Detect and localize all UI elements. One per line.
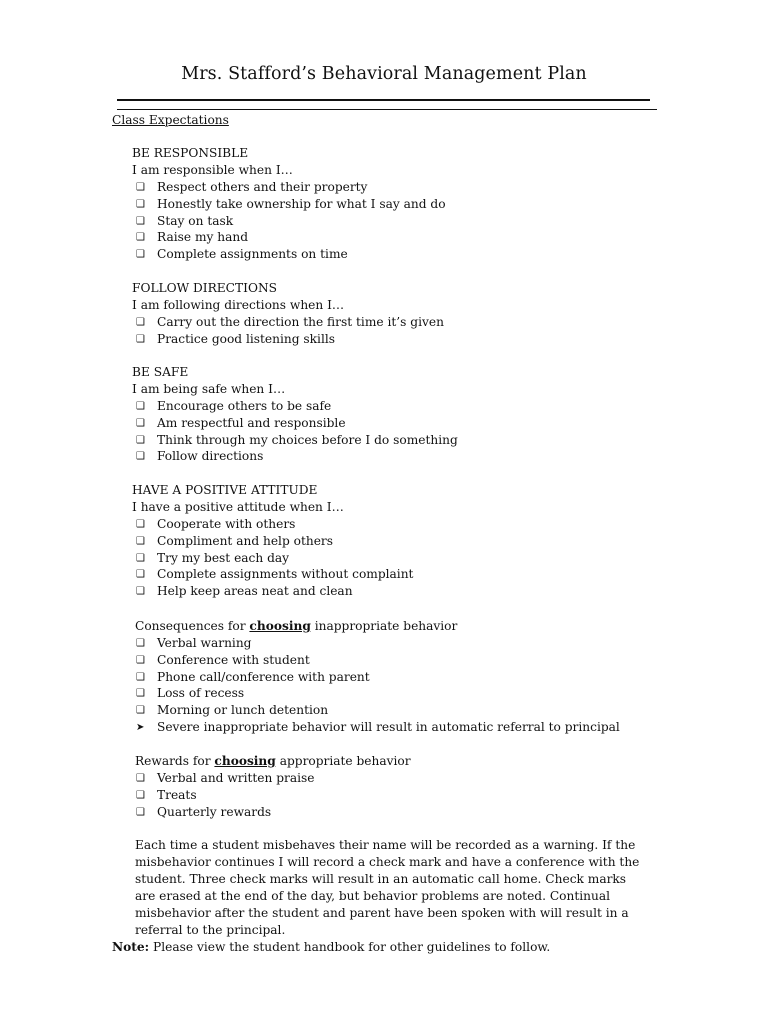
list-item bbox=[132, 804, 695, 821]
list-item bbox=[132, 432, 692, 449]
section-positive-attitude bbox=[132, 482, 692, 600]
class-expectations-label: Class Expectations bbox=[112, 113, 229, 127]
list-item-text: Phone call/conference with parent bbox=[157, 669, 370, 684]
list-item-text: Am respectful and responsible bbox=[157, 415, 346, 430]
section-heading: BE SAFE bbox=[132, 365, 189, 379]
title-rule-thin bbox=[117, 109, 657, 110]
checkbox-bullet-icon: ❑ bbox=[136, 671, 145, 683]
checkbox-bullet-icon: ❑ bbox=[136, 552, 145, 564]
rewards-heading bbox=[135, 753, 695, 770]
list-item-text: Complete assignments without complaint bbox=[157, 567, 414, 582]
list-item-text: Try my best each day bbox=[157, 550, 290, 565]
expectation-list bbox=[132, 398, 692, 465]
list-item-text: Severe inappropriate behavior will result in automatic referral to principal bbox=[157, 719, 620, 734]
section-rewards bbox=[135, 753, 695, 820]
heading-emphasis: choosing bbox=[214, 754, 276, 768]
checkbox-bullet-icon: ❑ bbox=[136, 569, 145, 581]
list-item bbox=[132, 229, 692, 246]
title-rule-thick bbox=[117, 99, 650, 101]
list-item bbox=[132, 398, 692, 415]
list-item bbox=[132, 331, 692, 348]
list-item-text: Cooperate with others bbox=[157, 517, 296, 531]
list-item bbox=[132, 669, 695, 686]
list-item-text: Verbal warning bbox=[157, 636, 252, 650]
list-item-text: Encourage others to be safe bbox=[157, 399, 332, 413]
checkbox-bullet-icon: ❑ bbox=[136, 806, 145, 818]
list-item-text: Respect others and their property bbox=[157, 180, 368, 194]
checkbox-bullet-icon: ❑ bbox=[136, 773, 145, 784]
list-item-text: Morning or lunch detention bbox=[157, 703, 329, 718]
checkbox-bullet-icon: ❑ bbox=[136, 586, 145, 598]
list-item bbox=[132, 179, 692, 196]
list-item-text: Think through my choices before I do something bbox=[157, 432, 458, 447]
list-item bbox=[132, 719, 695, 736]
checkbox-bullet-icon: ❑ bbox=[136, 333, 145, 345]
list-item bbox=[132, 246, 692, 263]
list-item-text: Conference with student bbox=[157, 652, 310, 667]
heading-suffix: appropriate behavior bbox=[275, 754, 411, 768]
list-item-text: Follow directions bbox=[157, 449, 264, 464]
heading-emphasis: choosing bbox=[249, 619, 311, 633]
checkbox-bullet-icon: ❑ bbox=[136, 451, 145, 463]
checkbox-bullet-icon: ❑ bbox=[136, 417, 145, 429]
section-follow-directions bbox=[132, 280, 692, 348]
list-item bbox=[132, 787, 695, 804]
checkbox-bullet-icon: ❑ bbox=[136, 215, 145, 227]
section-intro: I am being safe when I… bbox=[132, 382, 286, 396]
checkbox-bullet-icon: ❑ bbox=[136, 182, 145, 193]
list-item-text: Stay on task bbox=[157, 213, 234, 228]
list-item bbox=[132, 583, 692, 600]
checkbox-bullet-icon: ❑ bbox=[136, 705, 145, 717]
list-item bbox=[132, 635, 695, 652]
section-heading: FOLLOW DIRECTIONS bbox=[132, 281, 277, 295]
list-item bbox=[132, 196, 692, 213]
list-item bbox=[132, 702, 695, 719]
checkbox-bullet-icon: ❑ bbox=[136, 317, 145, 328]
page-title: Mrs. Stafford’s Behavioral Management Plan bbox=[181, 64, 587, 84]
arrow-bullet-icon: ➤ bbox=[136, 721, 145, 733]
list-item-text: Verbal and written praise bbox=[157, 771, 315, 785]
checkbox-bullet-icon: ❑ bbox=[136, 519, 145, 530]
list-item-text: Carry out the direction the first time it’s given bbox=[157, 315, 444, 329]
list-item bbox=[132, 516, 692, 533]
checkbox-bullet-icon: ❑ bbox=[136, 198, 145, 210]
consequences-heading bbox=[135, 618, 695, 635]
heading-prefix: Consequences for bbox=[135, 619, 250, 633]
checkbox-bullet-icon: ❑ bbox=[136, 638, 145, 649]
list-item bbox=[132, 550, 692, 567]
list-item bbox=[132, 415, 692, 432]
note-label: Note: bbox=[112, 940, 150, 954]
checkbox-bullet-icon: ❑ bbox=[136, 249, 145, 261]
checkbox-bullet-icon: ❑ bbox=[136, 232, 145, 244]
list-item bbox=[132, 448, 692, 465]
section-consequences bbox=[135, 618, 695, 736]
section-be-responsible bbox=[132, 145, 692, 263]
list-item-text: Help keep areas neat and clean bbox=[157, 584, 353, 599]
section-intro: I have a positive attitude when I… bbox=[132, 500, 344, 514]
list-item-text: Complete assignments on time bbox=[157, 247, 348, 262]
list-item bbox=[132, 652, 695, 669]
list-item-text: Honestly take ownership for what I say and do bbox=[157, 196, 446, 211]
list-item bbox=[132, 213, 692, 230]
section-heading: BE RESPONSIBLE bbox=[132, 146, 249, 160]
policy-paragraph: Each time a student misbehaves their name will be recorded as a warning. If the misbehavior continues I will record a check mark and have a conference with the student. Three check marks will result in an automatic call home. Check marks are erased at the end of the day, but behavior problems are noted. Continual misbehavior after the student and parent have been spoken with will result in a referral to the principal. bbox=[135, 838, 640, 937]
section-heading: HAVE A POSITIVE ATTITUDE bbox=[132, 483, 318, 497]
list-item-text: Treats bbox=[157, 787, 197, 802]
expectation-list bbox=[132, 179, 692, 263]
list-item bbox=[132, 566, 692, 583]
consequences-list bbox=[132, 635, 695, 736]
section-intro: I am responsible when I… bbox=[132, 163, 293, 177]
checkbox-bullet-icon: ❑ bbox=[136, 654, 145, 666]
list-item bbox=[132, 770, 695, 787]
checkbox-bullet-icon: ❑ bbox=[136, 688, 145, 700]
list-item-text: Compliment and help others bbox=[157, 533, 334, 548]
section-be-safe bbox=[132, 364, 692, 465]
list-item-text: Loss of recess bbox=[157, 686, 245, 701]
heading-suffix: inappropriate behavior bbox=[310, 619, 458, 633]
heading-prefix: Rewards for bbox=[135, 754, 215, 768]
list-item bbox=[132, 314, 692, 331]
expectation-list bbox=[132, 516, 692, 600]
checkbox-bullet-icon: ❑ bbox=[136, 401, 145, 412]
note-text: Please view the student handbook for other guidelines to follow. bbox=[149, 940, 551, 954]
checkbox-bullet-icon: ❑ bbox=[136, 789, 145, 801]
list-item-text: Practice good listening skills bbox=[157, 331, 335, 346]
checkbox-bullet-icon: ❑ bbox=[136, 434, 145, 446]
expectation-list bbox=[132, 314, 692, 348]
checkbox-bullet-icon: ❑ bbox=[136, 535, 145, 547]
list-item-text: Quarterly rewards bbox=[157, 804, 272, 819]
rewards-list bbox=[132, 770, 695, 820]
section-intro: I am following directions when I… bbox=[132, 298, 345, 312]
list-item bbox=[132, 533, 692, 550]
note-line bbox=[112, 939, 550, 956]
list-item-text: Raise my hand bbox=[157, 230, 249, 245]
list-item bbox=[132, 685, 695, 702]
